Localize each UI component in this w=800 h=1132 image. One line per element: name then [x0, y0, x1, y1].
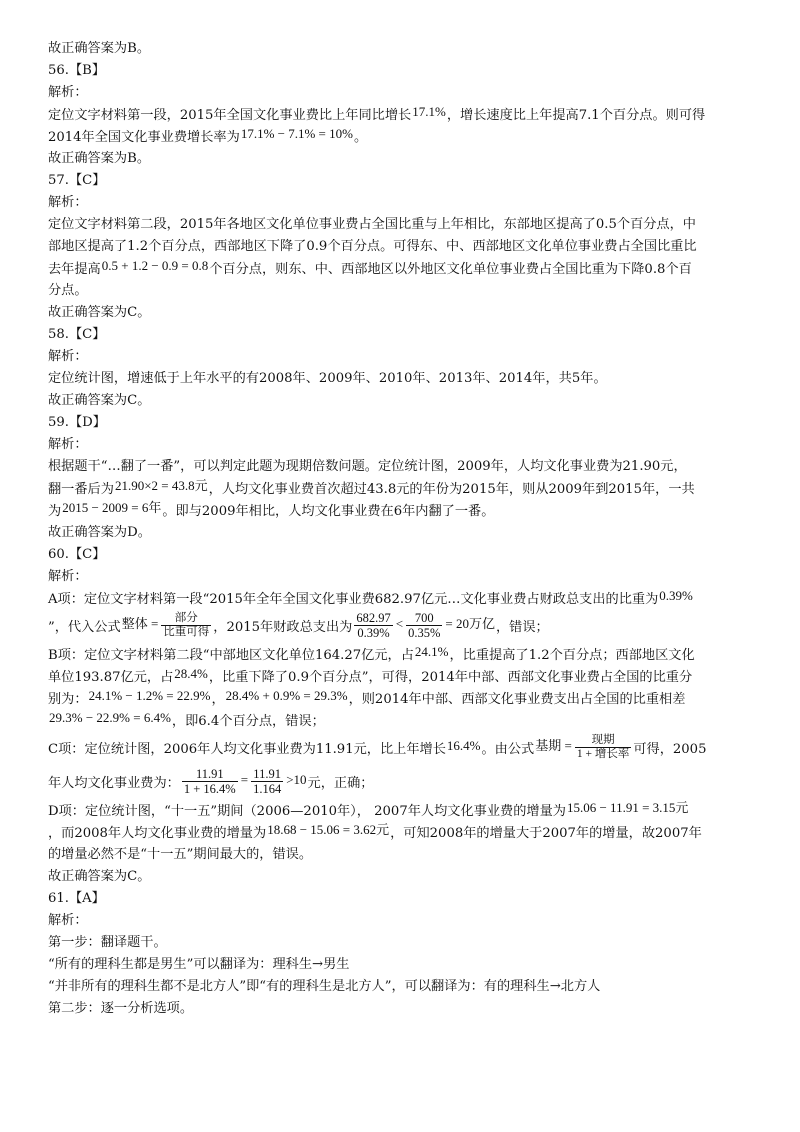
math-expr: 16.4% — [446, 738, 481, 753]
question-number: 57.【C】 — [48, 173, 106, 188]
text-line: 部地区提高了1.2个百分点，西部地区下降了0.9个百分点。可得东、中、西部地区文化单位事业费占全国比重比 — [48, 239, 697, 254]
text-line: B项：定位文字材料第二段“中部地区文化单位164.27亿元，占24.1%，比重提高了1.2个百分点；西部地区文化 — [48, 644, 695, 663]
math-expr: 0.39% — [659, 588, 693, 603]
math-expr: 24.1% — [414, 644, 449, 659]
fraction: $\frac{700}{0.35\%}$ — [408, 611, 441, 640]
formula-line: 年人均文化事业费为： $\frac{11.91}{1 + 16.4\%}$ = $\frac{11.91}{1.164}$ >10元，正确； — [48, 767, 374, 796]
math-expr: 21.90×2 = 43.8元 — [114, 478, 208, 493]
question-number: 61.【A】 — [48, 891, 105, 906]
question-number: 56.【B】 — [48, 63, 106, 78]
fraction: $\frac{682.97}{0.39\%}$ — [356, 611, 391, 640]
text-line: 故正确答案为B。 — [48, 151, 151, 166]
text-line: 第二步：逐一分析选项。 — [48, 1001, 194, 1016]
question-number: 58.【C】 — [48, 327, 106, 342]
text-line: 故正确答案为C。 — [48, 869, 151, 884]
math-expr: 29.3% − 22.9% = 6.4% — [49, 710, 171, 725]
fraction: $\frac{11.91}{1.164}$ — [253, 767, 282, 796]
text-line: D项：定位统计图，“十一五”期间（2006—2010年）， 2007年人均文化事业费的增量为15.06 − 11.91 = 3.15元 — [48, 800, 689, 819]
text-line: 单位193.87亿元，占28.4%，比重下降了0.9个百分点”，可得，2014年中部、西部文化事业费占全国的比重分 — [48, 666, 693, 685]
math-expr: 17.1% — [412, 104, 446, 119]
text-line: 2014年全国文化事业费增长率为17.1% − 7.1% = 10%。 — [48, 126, 368, 145]
text-line: 的增量必然不是“十一五”期间最大的，错误。 — [48, 847, 313, 862]
text-line: 第一步：翻译题干。 — [48, 935, 167, 950]
fraction: $\frac{\text{现期}}{\text{1 + 增长率}}$ — [576, 734, 630, 760]
math-expr: 24.1% − 1.2% = 22.9% — [88, 688, 211, 703]
math-expr: 0.5 + 1.2 − 0.9 = 0.8 — [101, 258, 209, 273]
math-expr: 28.4% — [174, 666, 208, 681]
text-line: 定位统计图，增速低于上年水平的有2008年、2009年、2010年、2013年、2014年，共5年。 — [48, 371, 607, 386]
math-expr: 28.4% + 0.9% = 29.3% — [225, 688, 348, 703]
analysis-label: 解析： — [48, 195, 88, 210]
text-line: 定位文字材料第一段，2015年全国文化事业费比上年同比增长17.1%，增长速度比上年提高7.1个百分点。则可得 — [48, 104, 706, 123]
fraction: $\frac{11.91}{1 + 16.4\%}$ — [183, 767, 236, 796]
math-expr: 15.06 − 11.91 = 3.15元 — [566, 800, 689, 815]
formula-line: C项：定位统计图，2006年人均文化事业费为11.91元，比上年增长16.4%。由公式基期 = $\frac{\text{现期}}{\text{1 + 增长率}}$ 可得，2005 — [48, 734, 707, 760]
text-line: 故正确答案为B。 — [48, 41, 151, 56]
analysis-label: 解析： — [48, 85, 88, 100]
text-line: 故正确答案为C。 — [48, 305, 151, 320]
text-line: 去年提高0.5 + 1.2 − 0.9 = 0.8个百分点，则东、中、西部地区以外地区文化单位事业费占全国比重为下降0.8个百 — [48, 258, 692, 277]
analysis-label: 解析： — [48, 569, 88, 584]
text-line: 根据题干“…翻了一番”，可以判定此题为现期倍数问题。定位统计图，2009年，人均文化事业费为21.90元， — [48, 459, 687, 474]
analysis-label: 解析： — [48, 349, 88, 364]
text-line: 别为：24.1% − 1.2% = 22.9%，28.4% + 0.9% = 29.3%，则2014年中部、西部文化事业费支出占全国的比重相差 — [48, 688, 686, 707]
text-line: “所有的理科生都是男生”可以翻译为：理科生→男生 — [48, 957, 350, 972]
formula-line: ”，代入公式整体 = $\frac{\text{部分}}{\text{比重可得}}$ ，2015年财政总支出为 $\frac{682.97}{0.39\%}$ < $\frac{700}{0.35\%}$ = 20万亿，错误； — [48, 611, 549, 640]
math-expr: 2015 − 2009 = 6年 — [62, 500, 162, 515]
question-number: 60.【C】 — [48, 547, 106, 562]
analysis-label: 解析： — [48, 913, 88, 928]
text-line: 故正确答案为D。 — [48, 525, 151, 540]
question-number: 59.【D】 — [48, 415, 106, 430]
text-line: 故正确答案为C。 — [48, 393, 151, 408]
text-line: 翻一番后为21.90×2 = 43.8元，人均文化事业费首次超过43.8元的年份为2015年，则从2009年到2015年，一共 — [48, 478, 695, 497]
text-line: 为2015 − 2009 = 6年。即与2009年相比，人均文化事业费在6年内翻了一番。 — [48, 500, 495, 519]
text-line: 定位文字材料第二段，2015年各地区文化单位事业费占全国比重与上年相比，东部地区提高了0.5个百分点，中 — [48, 217, 696, 232]
text-line: 分点。 — [48, 283, 88, 298]
text-line: “并非所有的理科生都不是北方人”即“有的理科生是北方人”，可以翻译为：有的理科生→北方人 — [48, 979, 601, 994]
analysis-label: 解析： — [48, 437, 88, 452]
math-expr: 17.1% − 7.1% = 10% — [240, 126, 353, 141]
fraction: $\frac{\text{部分}}{\text{比重可得}}$ — [163, 612, 210, 638]
text-line: A项：定位文字材料第一段“2015年全年全国文化事业费682.97亿元…文化事业费占财政总支出的比重为0.39% — [48, 588, 693, 607]
text-line: ，而2008年人均文化事业费的增量为18.68 − 15.06 = 3.62元，可知2008年的增量大于2007年的增量，故2007年 — [48, 822, 702, 841]
text-line: 29.3% − 22.9% = 6.4%，即6.4个百分点，错误； — [49, 710, 325, 729]
math-expr: 18.68 − 15.06 = 3.62元 — [267, 822, 390, 837]
